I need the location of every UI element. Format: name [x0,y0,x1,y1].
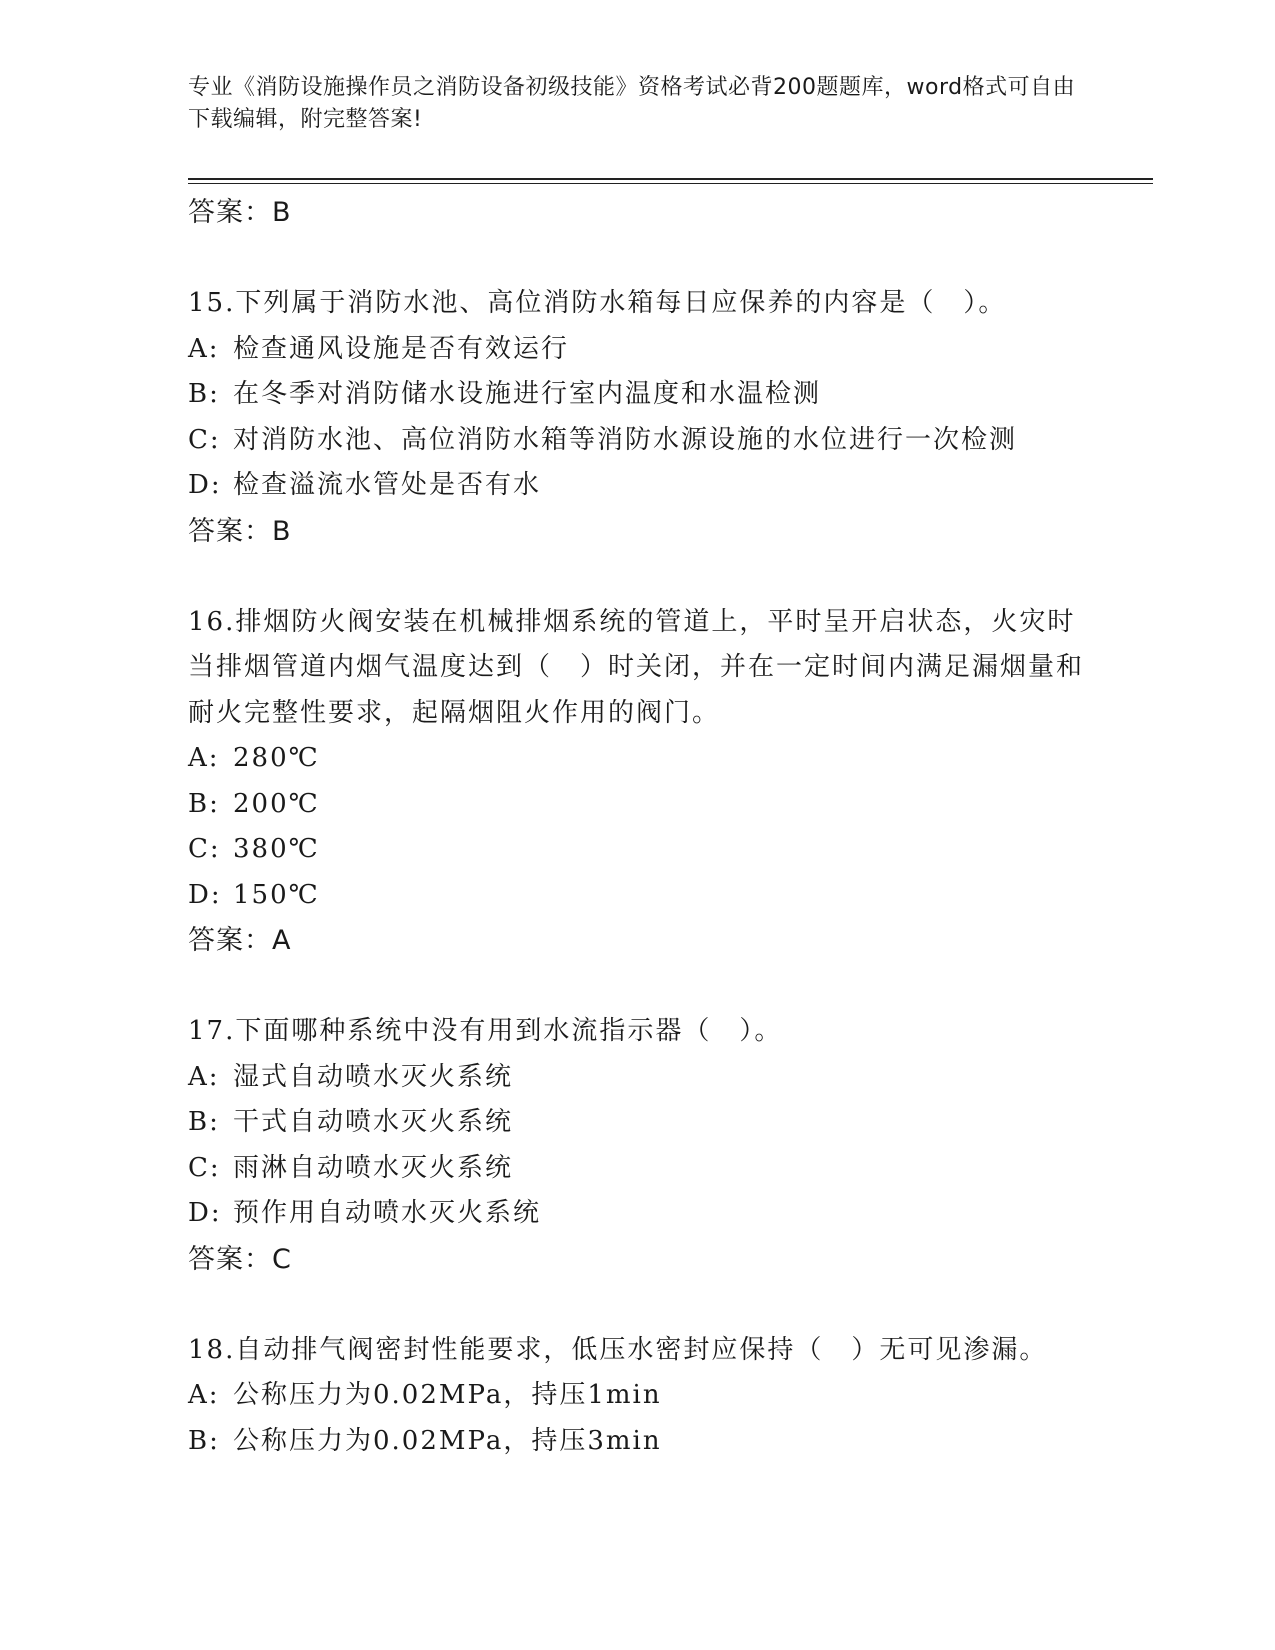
answer-line: 答案：A [188,925,292,956]
option-text: 检查通风设施是否有效运行 [233,333,570,364]
option-a [188,736,1088,782]
question-15 [188,281,1088,554]
option-text: 湿式自动喷水灭火系统 [233,1061,514,1092]
option-key: B: [188,788,220,819]
option-text: 雨淋自动喷水灭火系统 [233,1152,514,1183]
question-stem: 18.自动排气阀密封性能要求，低压水密封应保持（ ）无可见渗漏。 [188,1334,1048,1365]
option-text: 干式自动喷水灭火系统 [233,1107,514,1137]
option-text: 380℃ [233,834,320,864]
option-text: 280℃ [233,743,320,773]
option-key: A: [188,1380,220,1410]
option-a [188,1373,1088,1419]
option-b [188,1100,1088,1146]
option-key: B: [188,1107,220,1137]
option-d [188,1191,1088,1237]
option-text: 公称压力为0.02MPa，持压3min [233,1425,662,1456]
answer-line: 答案：B [188,515,292,547]
option-text: 对消防水池、高位消防水箱等消防水源设施的水位进行一次检测 [233,424,1018,455]
option-text: 150℃ [233,879,320,910]
question-17 [188,1009,1088,1282]
option-text: 200℃ [233,788,320,819]
option-key: D: [188,1198,222,1228]
option-key: A: [188,1061,220,1092]
question-18 [188,1328,1088,1465]
option-key: D: [188,879,222,910]
option-c [188,827,1088,873]
answer-line: 答案：B [188,197,292,228]
option-d [188,873,1088,919]
option-text: 公称压力为0.02MPa，持压1min [233,1380,662,1410]
question-16 [188,600,1088,964]
option-c [188,1146,1088,1192]
option-a [188,1055,1088,1101]
question-stem: 17.下面哪种系统中没有用到水流指示器（ ）。 [188,1016,783,1046]
answer-line: 答案：C [188,1243,292,1275]
option-key: A: [188,743,220,773]
document-header: 专业《消防设施操作员之消防设备初级技能》资格考试必背200题题库，word格式可自由下载编辑，附完整答案! [188,75,1076,132]
option-b [188,1419,1088,1465]
option-text: 在冬季对消防储水设施进行室内温度和水温检测 [233,379,822,409]
option-key: C: [188,424,221,455]
option-key: C: [188,834,221,864]
option-key: B: [188,1425,220,1456]
option-c [188,418,1088,464]
option-b [188,372,1088,418]
option-b [188,782,1088,828]
option-a [188,327,1088,373]
header-divider-thick [188,178,1153,180]
question-stem: 16.排烟防火阀安装在机械排烟系统的管道上，平时呈开启状态，火灾时当排烟管道内烟气温度达到（ ）时关闭，并在一定时间内满足漏烟量和耐火完整性要求，起隔烟阻火作用的阀门。 [188,606,1085,728]
header-divider-thin [188,183,1153,184]
option-text: 预作用自动喷水灭火系统 [233,1198,542,1228]
option-text: 检查溢流水管处是否有水 [233,470,542,500]
option-key: D: [188,470,222,500]
option-key: A: [188,333,220,364]
question-stem: 15.下列属于消防水池、高位消防水箱每日应保养的内容是（ ）。 [188,288,1007,318]
question-list [188,190,1088,1464]
option-key: C: [188,1152,221,1183]
option-d [188,463,1088,509]
option-key: B: [188,379,220,409]
